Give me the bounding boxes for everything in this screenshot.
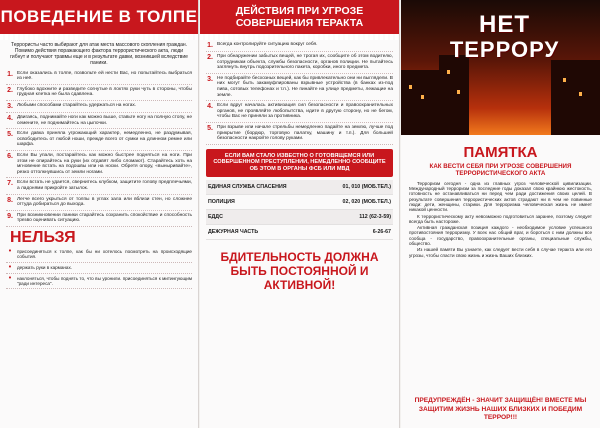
crowd-behavior-panel — [0, 0, 199, 428]
crowd-rule-text: Двигаясь, поднимайте ноги как можно выше, ставьте ногу на полную стопу, не семените, не поднимайтесь на цыпочки. — [17, 115, 192, 126]
bullet-icon: • — [8, 263, 12, 271]
threat-action-item — [206, 40, 393, 52]
phone-number: 112 (62-3-59) — [320, 209, 393, 224]
crowd-behavior-header: ПОВЕДЕНИЕ В ТОЛПЕ — [0, 0, 198, 34]
crowd-rule-text: Если давка приняла угрожающий характер, немедленно, не раздумывая, освободитесь от любой ноши, прежде всего от сумки на длинном ремне или шарфа. — [17, 131, 192, 148]
threat-action-item — [206, 74, 393, 101]
nelzya-item — [6, 247, 192, 263]
crowd-rule-number: 6. — [7, 152, 13, 160]
memo-paragraph: Активная гражданская позиция каждого - необходимое условие успешного противостояния терроризму. У всех нас общий враг, и бороться с ним должны все сообща - государство, правоохранительные органы, специальные службы, общество. — [409, 225, 592, 247]
forewarned-slogan: ПРЕДУПРЕЖДЁН - ЗНАЧИТ ЗАЩИЩЁН! ВМЕСТЕ МЫ ЗАЩИТИМ ЖИЗНЬ НАШИХ БЛИЗКИХ И ПОБЕДИМ ТЕРРОР!!! — [414, 397, 587, 421]
memo-panel — [401, 0, 600, 428]
nelzya-text: наклоняться, чтобы поднять то, что вы уронили. присоединяться к митингующим "ради интереса". — [17, 275, 192, 286]
crowd-rule-item — [6, 129, 192, 151]
memo-paragraphs — [409, 181, 592, 258]
nelzya-text: присоединяться к толпе, как бы ни хотелось посмотреть на происходящие события. — [17, 248, 192, 260]
vigilance-slogan: БДИТЕЛЬНОСТЬ ДОЛЖНА БЫТЬ ПОСТОЯННОЙ И АКТИВНОЙ! — [220, 249, 379, 292]
crowd-behavior-body — [0, 40, 198, 428]
threat-action-number: 4. — [207, 103, 213, 111]
crowd-rule-item — [6, 69, 192, 85]
nelzya-text: держать руки в карманах. — [17, 264, 73, 270]
crowd-rule-text: Если Вы упали, постарайтесь как можно быстрее подняться на ноги. При этом не опирайтесь на руки (их отдавят либо сломают). Старайтесь хоть на мгновение встать на подошвы или на носки. Обретя опору, «выныривайте», резко оттолкнувшись от земли ногами. — [17, 152, 192, 175]
memo-content — [401, 140, 600, 428]
threat-action-number: 2. — [207, 54, 213, 61]
phone-service-name: ЕДИНАЯ СЛУЖБА СПАСЕНИЯ — [206, 180, 320, 195]
crowd-rule-item — [6, 101, 192, 113]
threat-action-number: 5. — [207, 124, 213, 132]
phone-service-name: ПОЛИЦИЯ — [206, 194, 320, 209]
crowd-rule-item — [6, 211, 192, 227]
nelzya-heading: НЕЛЬЗЯ — [10, 228, 76, 246]
crowd-rule-text: Глубоко вдохните и разведите согнутые в локтях руки чуть в стороны, чтобы грудная клетка не была сдавлена. — [17, 86, 192, 98]
terror-threat-body — [200, 40, 399, 428]
crowd-rule-item — [6, 178, 192, 194]
no-terror-line-2: ТЕРРОРУ — [449, 37, 560, 62]
threat-action-text: Всегда контролируйте ситуацию вокруг себя. — [217, 42, 318, 47]
threat-action-item — [206, 52, 393, 74]
memo-paragraph: К террористическому акту невозможно подготовиться заранее, поэтому следует всегда быть настороже. — [409, 213, 592, 224]
phone-row — [206, 224, 393, 239]
bullet-icon: • — [8, 274, 12, 282]
crowd-rule-text: Если встать не удается, свернитесь клубком, защитите голову предплечьями, а ладонями прикройте затылок. — [17, 180, 192, 191]
crowd-rule-number: 7. — [7, 180, 13, 188]
phone-number: 02, 020 (МОБ.ТЕЛ.) — [320, 194, 393, 209]
emergency-phones-table — [206, 180, 393, 240]
crowd-rule-text: При возникновении паники старайтесь сохранить спокойствие и способность трезво оценивать ситуацию. — [17, 212, 192, 224]
nelzya-item — [6, 263, 192, 274]
terror-threat-header: ДЕЙСТВИЯ ПРИ УГРОЗЕ СОВЕРШЕНИЯ ТЕРАКТА — [200, 0, 399, 34]
threat-action-text: Если вдруг началась активизация сил безопасности и правоохранительных органов, не проявляйте любопытства, идите в другую сторону, но не бегом, чтобы Вас не приняли за противника. — [217, 103, 393, 120]
crowd-rule-number: 5. — [7, 131, 13, 139]
memo-paragraph: Терроризм сегодня - одна из главных угроз человеческой цивилизации. Международный терроризм за последние годы доказал свою крайнюю жестокость, готовность не останавливаться ни перед чем ради достижения своих целей. В результате совершения террористических актов страдают ни в чем не повинные люди: дети, женщины, старики. Для терроризма человеческая жизнь не имеет никакой ценности. — [409, 180, 592, 213]
threat-action-item — [206, 123, 393, 145]
no-terror-line-1: НЕТ — [479, 11, 530, 38]
phone-service-name: ДЕЖУРНАЯ ЧАСТЬ — [206, 224, 320, 239]
terror-threat-panel — [200, 0, 400, 428]
crowd-rule-item — [6, 113, 192, 129]
memo-title: ПАМЯТКА — [463, 144, 538, 161]
no-terror-hero-image — [401, 0, 600, 135]
crowd-rule-item — [6, 85, 192, 101]
threat-action-number: 3. — [207, 75, 213, 83]
crowd-rule-number: 2. — [7, 86, 13, 94]
crowd-rule-item — [6, 195, 192, 211]
bullet-icon: • — [8, 247, 12, 255]
crowd-rule-number: 8. — [7, 196, 13, 204]
crowd-rule-number: 3. — [7, 103, 13, 110]
crowd-rule-text: Если оказались в толпе, позвольте ей нести Вас, но попытайтесь выбраться из неё. — [17, 70, 192, 82]
crowd-rule-number: 4. — [7, 115, 13, 122]
threat-actions-list — [206, 40, 393, 145]
threat-action-item — [206, 101, 393, 123]
crowd-rule-number: 1. — [7, 70, 13, 78]
threat-action-text: При обнаружении забытых вещей, не трогая их, сообщите об этом водителю, сотрудникам объекта, службы безопасности, органов полиции. Не пытайтесь заглянуть внутрь подозрительного пакета, коробки, иного предмета. — [217, 54, 393, 71]
crowd-rule-text: Легче всего укрыться от толпы в углах зала или вблизи стен, но сложнее оттуда добираться до выхода. — [17, 196, 192, 208]
threat-action-text: При взрыве или начале стрельбы немедленно падайте на землю, лучше под прикрытие (бордюр, торговую палатку, машину и т.п.). Для большей безопасности накройте голову руками. — [217, 124, 393, 142]
memo-subtitle: КАК ВЕСТИ СЕБЯ ПРИ УГРОЗЕ СОВЕРШЕНИЯ ТЕРРОРИСТИЧЕСКОГО АКТА — [429, 163, 572, 178]
crowd-rules-list — [6, 69, 192, 227]
phone-row — [206, 209, 393, 224]
no-terror-title — [417, 12, 592, 62]
nelzya-item — [6, 274, 192, 290]
phone-number: 6-26-67 — [320, 224, 393, 239]
threat-action-text: Не подбирайте бесхозных вещей, как бы привлекательно они ни выглядели. В них могут быть закамуфлированы взрывные устройства (в банках из-под пива, сотовых телефонах и т.п.). Не пинайте на улице предметы, лежащие на земле. — [217, 75, 393, 98]
crowd-rule-text: Любыми способами старайтесь удержаться на ногах. — [17, 103, 137, 108]
phone-number: 01, 010 (МОБ.ТЕЛ.) — [320, 180, 393, 195]
memo-paragraph: Из нашей памяти Вы узнаете, как следует вести себя в случае теракта или его угрозы, чтобы спасти свою жизнь и жизнь Ваших близких. — [409, 247, 592, 258]
phone-service-name: ЕДДС — [206, 209, 320, 224]
phone-row — [206, 194, 393, 209]
crowd-rule-number: 9. — [7, 212, 13, 220]
crowd-rule-item — [6, 151, 192, 178]
crowd-intro-text: Террористы часто выбирают для атак места массового скопления граждан. Помимо действия поражающего фактора террористического акта, люди гибнут и получают травмы еще и в результате давки, возникшей вследствие паники. — [10, 42, 188, 66]
report-crime-banner: ЕСЛИ ВАМ СТАЛО ИЗВЕСТНО О ГОТОВЯЩЕМСЯ ИЛИ СОВЕРШЕННОМ ПРЕСТУПЛЕНИИ, НЕМЕДЛЕННО СООБЩИТЕ ОБ ЭТОМ В ОРГАНЫ ФСБ ИЛИ МВД — [206, 149, 393, 177]
phone-row — [206, 180, 393, 195]
threat-action-number: 1. — [207, 42, 213, 49]
nelzya-list — [6, 247, 192, 289]
